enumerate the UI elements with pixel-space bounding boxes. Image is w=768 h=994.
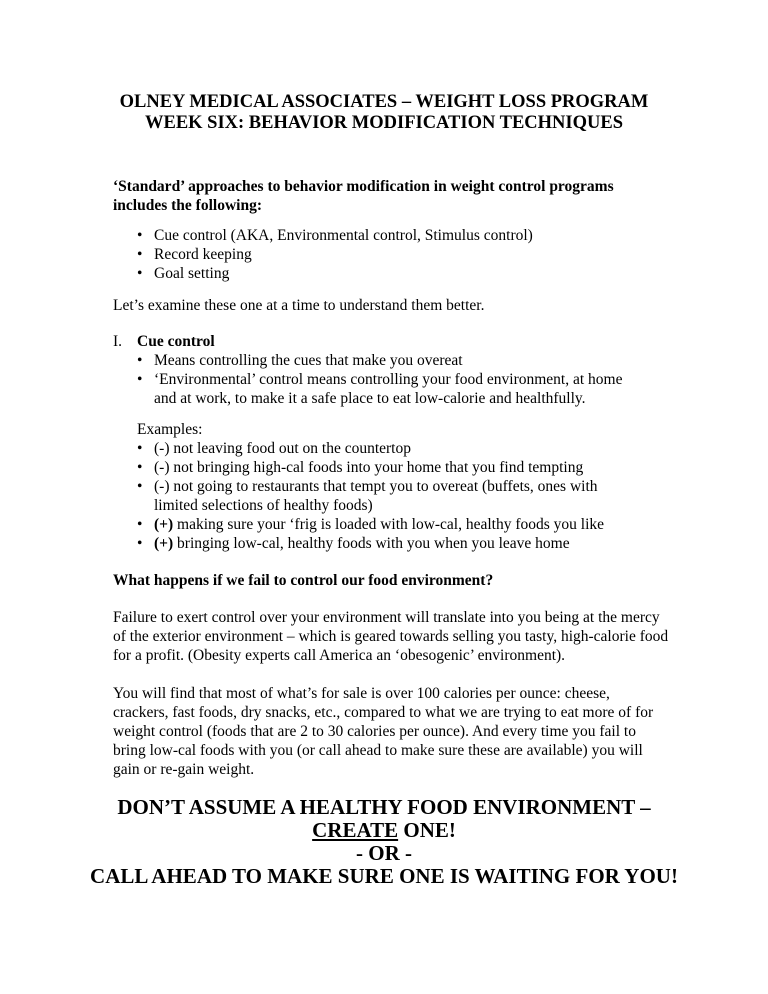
- list-item: • Record keeping: [137, 245, 533, 264]
- examples-list: [137, 439, 604, 553]
- intro-heading-line-1: ‘Standard’ approaches to behavior modification in weight control programs: [113, 178, 614, 195]
- section-title: Cue control: [137, 333, 215, 350]
- positive-sign: (+): [154, 516, 174, 533]
- paragraph-2: You will find that most of what’s for sale is over 100 calories per ounce: cheese, crackers, fast foods, dry snacks, etc., compared to what we are trying to eat more of for weight control (foods that are 2 to 30 calories per ounce). And every time you fail to bring low-cal foods with you (or call ahead to make sure these are available) you will gain or re-gain weight.: [113, 685, 654, 778]
- examples-label: Examples:: [137, 421, 203, 438]
- document-title-line-2: WEEK SIX: BEHAVIOR MODIFICATION TECHNIQUES: [144, 113, 623, 133]
- list-item: • (-) not going to restaurants that tempt you to overeat (buffets, ones with limited selections of healthy foods): [137, 477, 604, 515]
- intro-heading-line-2: includes the following:: [113, 197, 262, 214]
- positive-sign: (+): [154, 535, 174, 552]
- list-item: • (-) not leaving food out on the countertop: [137, 439, 604, 458]
- callout-line-1: DON’T ASSUME A HEALTHY FOOD ENVIRONMENT –: [117, 795, 651, 819]
- list-item: • (+) making sure your ‘frig is loaded with low-cal, healthy foods you like: [137, 515, 604, 534]
- cue-control-points: [137, 351, 622, 408]
- callout-line-3: - OR -: [356, 841, 412, 865]
- list-item: • Cue control (AKA, Environmental control, Stimulus control): [137, 226, 533, 245]
- callout-line-2: CREATE ONE!: [312, 818, 456, 842]
- list-item: • (+) bringing low-cal, healthy foods with you when you leave home: [137, 534, 604, 553]
- callout-line-4: CALL AHEAD TO MAKE SURE ONE IS WAITING FOR YOU!: [90, 864, 678, 888]
- paragraph-1: Failure to exert control over your environment will translate into you being at the mercy of the exterior environment – which is geared towards selling you tasty, high-calorie food for a profit. (Obesity experts call America an ‘obesogenic’ environment).: [113, 609, 669, 664]
- approaches-list: [137, 226, 533, 283]
- section-numeral: I.: [113, 333, 123, 350]
- list-item: • ‘Environmental’ control means controlling your food environment, at home and at work, to make it a safe place to eat low-calorie and healthfully.: [137, 370, 622, 408]
- examine-text: Let’s examine these one at a time to understand them better.: [113, 297, 485, 314]
- create-emphasis: CREATE: [312, 818, 399, 842]
- list-item: • Goal setting: [137, 264, 533, 283]
- question-heading: What happens if we fail to control our food environment?: [113, 572, 494, 589]
- document-title-line-1: OLNEY MEDICAL ASSOCIATES – WEIGHT LOSS PROGRAM: [119, 92, 649, 112]
- list-item: • (-) not bringing high-cal foods into your home that you find tempting: [137, 458, 604, 477]
- list-item: • Means controlling the cues that make you overeat: [137, 351, 622, 370]
